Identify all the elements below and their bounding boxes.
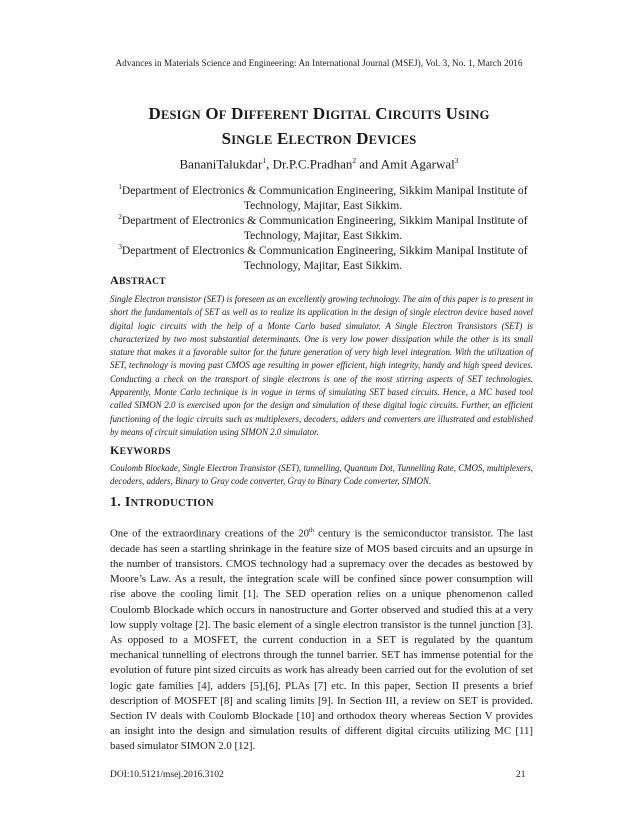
page-number: 21 xyxy=(516,770,526,780)
affiliation-2: $^2$Department of Electronics & Communication Engineering, Sikkim Manipal Institute of Technology, Majitar, East Sikkim. xyxy=(118,213,528,242)
introduction-heading: 1. INTRODUCTION xyxy=(110,495,214,510)
affiliation-1: $^1$Department of Electronics & Communication Engineering, Sikkim Manipal Institute of Technology, Majitar, East Sikkim. xyxy=(118,183,528,212)
keywords-heading: KEYWORDS xyxy=(110,443,171,457)
author-list: BananiTalukdar$^1$, Dr.P.C.Pradhan$^2$ and Amit Agarwal$^3$ xyxy=(179,156,459,172)
running-head: Advances in Materials Science and Engineering: An International Journal (MSEJ), Vol. 3, No. 1, March 2016 xyxy=(115,58,523,68)
abstract-heading: ABSTRACT xyxy=(110,273,166,287)
affiliation-3: $^3$Department of Electronics & Communication Engineering, Sikkim Manipal Institute of Technology, Majitar, East Sikkim. xyxy=(118,243,528,272)
footer-doi: DOI:10.5121/msej.2016.3102 xyxy=(110,770,224,780)
introduction-paragraph: One of the extraordinary creations of the 20th century is the semiconductor transistor. The last decade has seen a startling shrinkage in the feature size of MOS based circuits and an upsurge in the number of transistors. CMOS technology had a supremacy over the decades as bestowed by Moore’s Law. As a result, the integration scale will be confined since power consumption will rise above the cooling limit [1]. The SED operation relies on a unique phenomenon called Coulomb Blockade which occurs in nanostructure and Gorter observed and studied this at a very low supply voltage [2]. The basic element of a single electron transistor is the tunnel junction [3]. As opposed to a MOSFET, the current conduction in a SET is regulated by the quantum mechanical tunnelling of electrons through the tunnel barrier. SET has immense potential for the evolution of future pint sized circuits as work has already been carried out for the evolution of set logic gate families [4], adders [5],[6], PLAs [7] etc. In this paper, Section II presents a brief description of MOSFET [8] and scaling limits [9]. In Section III, a review on SET is provided. Section IV deals with Coulomb Blockade [10] and orthodox theory whereas Section V provides an insight into the design and simulation results of different digital circuits utilizing MC [11] based simulator SIMON 2.0 [12]. xyxy=(110,527,533,753)
paper-title-line-2: SINGLE ELECTRON DEVICES xyxy=(221,129,417,148)
paper-title-line-1: DESIGN OF DIFFERENT DIGITAL CIRCUITS USING xyxy=(148,104,490,123)
abstract-text: Single Electron transistor (SET) is foreseen as an excellently growing technology. The aim of this paper is to present in short the fundamentals of SET as well as to realize its application in the design of single electron device based novel digital logic circuits with the help of a Monte Carlo based simulator. A Single Electron Transistors (SET) is characterized by two most substantial determinants. One is very low power dissipation while the other is its small stature that makes it a favorable suitor for the future generation of very high level integration. With the utilization of SET, technology is moving past CMOS age resulting in power efficient, high integrity, handy and high speed devices. Conducting a check on the transport of single electrons is one of the most stirring aspects of SET technologies. Apparently, Monte Carlo technique is in vogue in terms of simulating SET based circuits. Hence, a MC based tool called SIMON 2.0 is exercised upon for the design and simulation of these digital logic circuits. Further, an efficient functioning of the logic circuits such as multiplexers, decoders, adders and converters are illustrated and established by means of circuit simulation using SIMON 2.0 simulator. xyxy=(110,294,533,437)
keywords-text: Coulomb Blockade, Single Electron Transistor (SET), tunnelling, Quantum Dot, Tunnelling Rate, CMOS, multiplexers, decoders, adders, Binary to Gray code converter, Gray to Binary Code converter, SIMON. xyxy=(110,463,533,487)
